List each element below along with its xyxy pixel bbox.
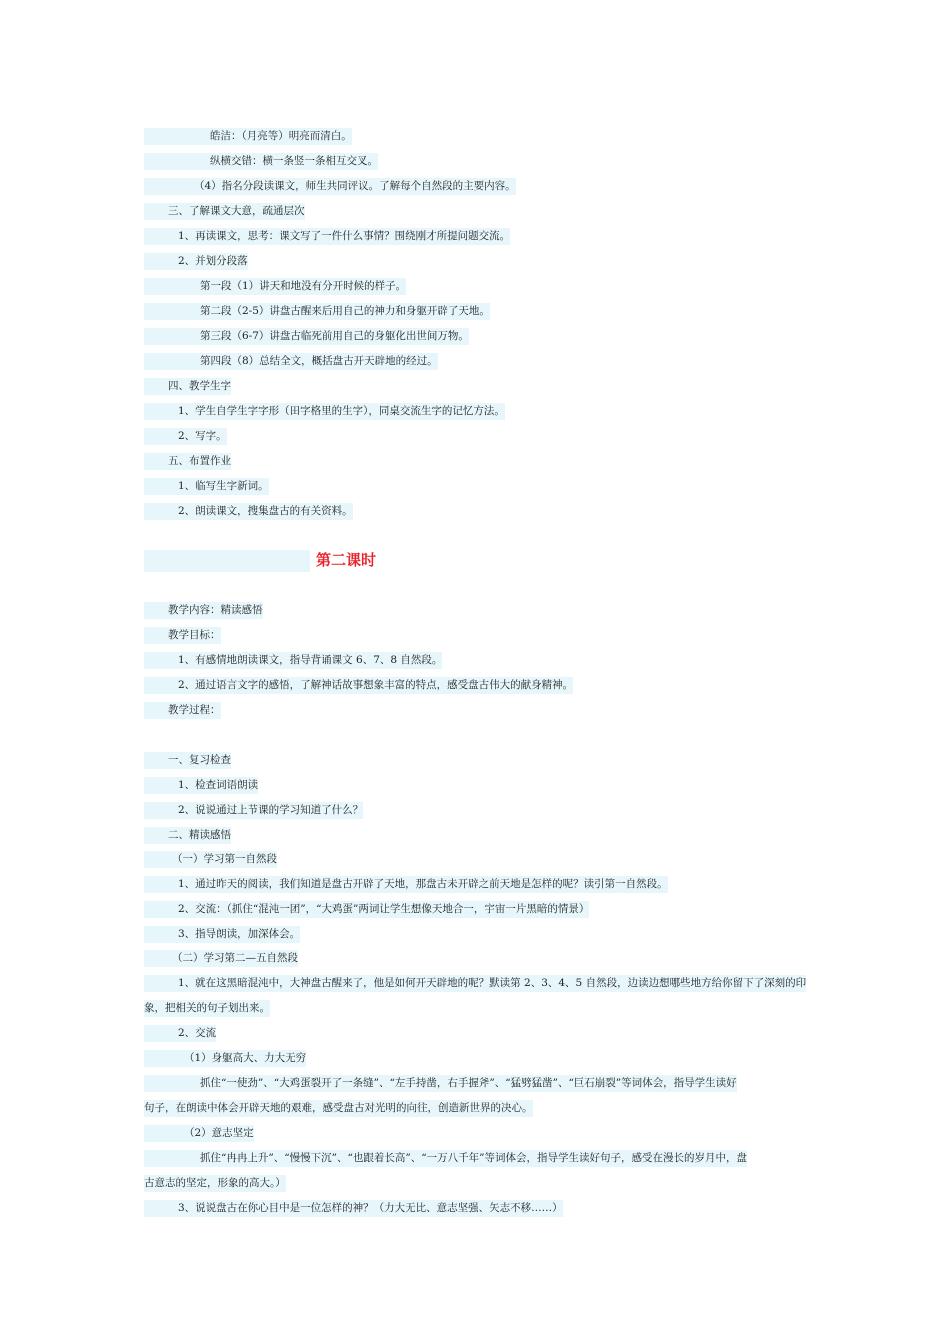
section-heading: 四、教学生字 xyxy=(144,378,231,395)
text-line: 3、说说盘古在你心目中是一位怎样的神？（力大无比、意志坚强、矢志不移……） xyxy=(144,1200,563,1217)
text-line: 象，把相关的句子划出来。 xyxy=(144,1000,270,1017)
text-line: 第四段（8）总结全文，概括盘古开天辟地的经过。 xyxy=(144,353,438,370)
text-line: 2、交流：（抓住“混沌一团”，“大鸡蛋”两词让学生想像天地合一，宇宙一片黑暗的情景） xyxy=(144,901,589,918)
text-line: 2、写字。 xyxy=(144,428,227,445)
text-line: 2、朗读课文，搜集盘古的有关资料。 xyxy=(144,503,353,520)
section-heading: 二、精读感悟 xyxy=(144,827,231,844)
text-line: 皓洁：（月亮等）明亮而清白。 xyxy=(144,128,352,145)
text-line: 1、通过昨天的阅读，我们知道是盘古开辟了天地，那盘古未开辟之前天地是怎样的呢？读引第一自然段。 xyxy=(144,876,668,893)
text-line: 1、学生自学生字字形（田字格里的生字），同桌交流生字的记忆方法。 xyxy=(144,403,505,420)
text-line: 3、指导朗读，加深体会。 xyxy=(144,926,300,943)
title-highlight xyxy=(144,550,310,572)
text-line: 1、检查词语朗读 xyxy=(144,777,258,794)
text-line: （2）意志坚定 xyxy=(144,1125,254,1142)
text-line: （一）学习第一自然段 xyxy=(144,851,277,868)
section-heading: 五、布置作业 xyxy=(144,453,231,470)
text-line: 古意志的坚定，形象的高大。） xyxy=(144,1175,286,1192)
text-line: 2、通过语言文字的感悟，了解神话故事想象丰富的特点，感受盘古伟大的献身精神。 xyxy=(144,677,573,694)
text-line: 1、就在这黑暗混沌中，大神盘古醒来了，他是如何开天辟地的呢？默读第 2、3、4、5 自然段，边读边想哪些地方给你留下了深刻的印 xyxy=(144,975,806,992)
text-line: 2、交流 xyxy=(144,1025,216,1042)
section-heading: 三、了解课文大意，疏通层次 xyxy=(144,203,305,220)
text-line: 教学内容：精读感悟 xyxy=(144,602,263,619)
text-line: 抓住“一使劲”、“大鸡蛋裂开了一条缝”、“左手持凿，右手握斧”、“猛劈猛凿”、“巨石崩裂”等词体会，指导学生读好 xyxy=(144,1075,737,1092)
text-line: 句子，在朗读中体会开辟天地的艰难，感受盘古对光明的向往，创造新世界的决心。 xyxy=(144,1100,533,1117)
section-title: 第二课时 xyxy=(316,551,377,569)
text-line: 第二段（2-5）讲盘古醒来后用自己的神力和身躯开辟了天地。 xyxy=(144,303,490,320)
text-line: 第三段（6-7）讲盘古临死前用自己的身躯化出世间万物。 xyxy=(144,328,469,345)
text-line: 第一段（1）讲天和地没有分开时候的样子。 xyxy=(144,278,406,295)
text-line: 教学过程： xyxy=(144,702,221,719)
text-line: （二）学习第二—五自然段 xyxy=(144,950,298,967)
text-line: 1、再读课文，思考：课文写了一件什么事情？围绕刚才所提问题交流。 xyxy=(144,228,510,245)
text-line: （1）身躯高大、力大无穷 xyxy=(144,1050,306,1067)
text-line: 抓住“冉冉上升”、“慢慢下沉”、“也跟着长高”、“一万八千年”等词体会，指导学生读好句子，感受在漫长的岁月中，盘 xyxy=(144,1150,747,1167)
text-line: 2、说说通过上节课的学习知道了什么？ xyxy=(144,802,363,819)
text-line: 1、有感情地朗读课文，指导背诵课文 6、7、8 自然段。 xyxy=(144,652,442,669)
text-line: 2、并划分段落 xyxy=(144,253,248,270)
text-line: 纵横交错：横一条竖一条相互交叉。 xyxy=(144,153,378,170)
text-line: 1、临写生字新词。 xyxy=(144,478,269,495)
text-line: （4）指名分段读课文，师生共同评议。了解每个自然段的主要内容。 xyxy=(144,178,516,195)
section-heading: 一、复习检查 xyxy=(144,752,231,769)
text-line: 教学目标： xyxy=(144,627,221,644)
